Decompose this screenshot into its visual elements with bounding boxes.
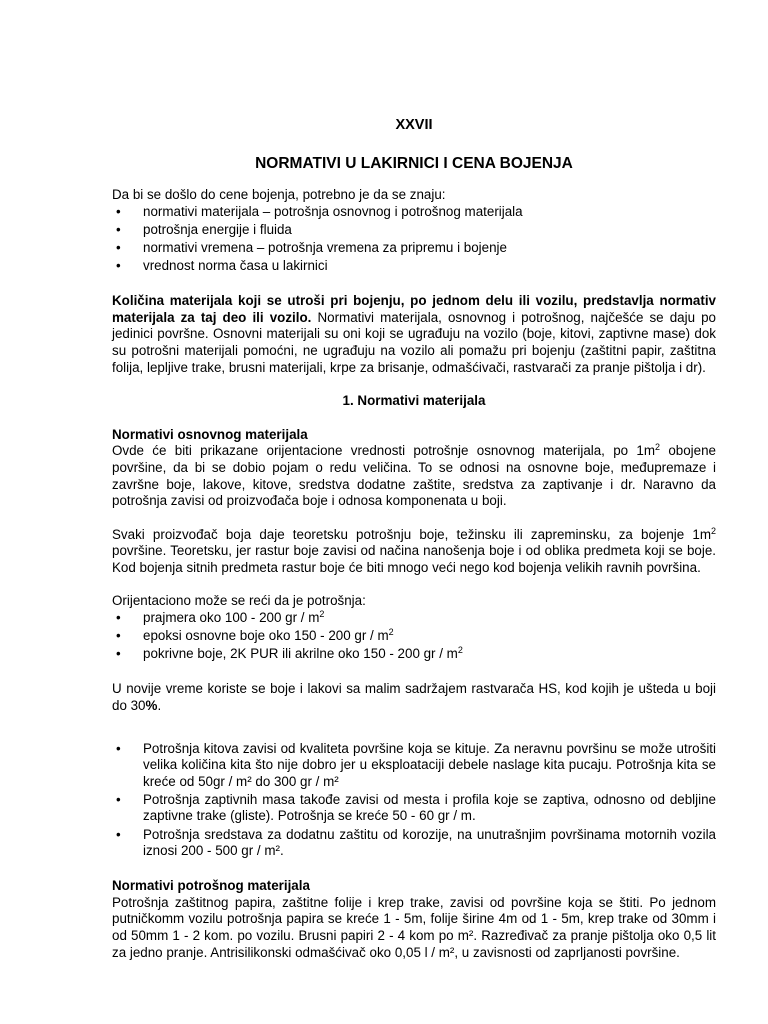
consumption-list (112, 610, 716, 663)
bullet-icon: • (116, 221, 121, 237)
list-item: • Potrošnja zaptivnih masa takođe zavisi od mesta i profila koje se zaptiva, odnosno od debljine zaptivne trake (gliste). Potrošnja se kreće 50 - 60 gr / m. (116, 791, 716, 824)
bullet-icon: • (116, 628, 121, 644)
bullet-icon: • (116, 203, 121, 219)
intro-paragraph: Da bi se došlo do cene bojenja, potrebno je da se znaju: (112, 187, 446, 203)
list-item: • epoksi osnovne boje oko 150 - 200 gr / $m^2$ (116, 627, 394, 644)
material-quantity-definition: Količina materijala koji se utroši pri bojenju, po jednom delu ili vozilu, predstavlja normativ materijala za taj deo ili vozilo. (112, 293, 716, 325)
list-item: • prajmera oko 100 - 200 gr / $m^2$ (116, 609, 325, 626)
consumable-materials-paragraph: Potrošnja zaštitnog papira, zaštitne folije i krep trake, zavisi od površine koja se štiti. Po jednom putničkomm vozilu potrošnja papira se kreće 1 - 5m, folije širine 4m od 1 - 5m, krep trake od 30mm i od 50mm 1 - 2 kom. po vozilu. Brusni papiri 2 - 4 kom po m². Razređivač za pranje pištolja oko 0,5 lit za jedno pranje. Antrisilikonski odmašćivač oko 0,05 l / m², u zavisnosti od zaprljanosti površine. (112, 894, 716, 960)
bullet-icon: • (116, 610, 121, 626)
list-item: • vrednost norma časa u lakirnici (116, 258, 328, 274)
bullet-icon: • (116, 239, 121, 255)
list-item: • normativi vremena – potrošnja vremena za pripremu i bojenje (116, 239, 507, 255)
document-title: NORMATIVI U LAKIRNICI I CENA BOJENJA (255, 154, 573, 172)
detail-list (112, 741, 716, 860)
theoretical-consumption-paragraph: Svaki proizvođač boja daje teoretsku potrošnju boje, težinsku ili zapreminsku, za bojenje $1m^2$ površine. Teoretsku, jer rastur boje zavisi od načina nanošenja boje i od oblika predmeta koji se boje. Kod bojenja sitnih predmeta rastur boje će biti mnogo veći nego kod bojenja velikih ravnih površina. (112, 525, 716, 575)
subheading-consumable-materials: Normativi potrošnog materijala (112, 878, 310, 894)
bullet-icon: • (116, 646, 121, 662)
section-heading-1: 1. Normativi materijala (342, 393, 486, 409)
list-item: • Potrošnja sredstava za dodatnu zaštitu od korozije, na unutrašnjim površinama motornih vozila iznosi 200 - 500 gr / m². (116, 826, 716, 859)
basic-materials-paragraph: Ovde će biti prikazane orijentacione vrednosti potrošnje osnovnog materijala, po $1m^2$ obojene površine, da bi se dobio pojam o redu veličina. To se odnosi na osnovne boje, međupremaze i završne boje, lakove, kitove, sredstva dodatne zaštite, sredstva za zaptivanje i dr. Naravno da potrošnja zavisi od proizvođača boje i odnosa komponenata u boji. (112, 442, 716, 509)
list-item: • Potrošnja kitova zavisi od kvaliteta površine koja se kituje. Za neravnu površinu se može utrošiti velika količina kita što nije dobro jer u eksploataciji debele naslage kita pucaju. Potrošnja kita se kreće od 50gr / m² do 300 gr / m² (116, 740, 716, 789)
hs-paint-paragraph: U novije vreme koriste se boje i lakovi sa malim sadržajem rastvarača HS, kod kojih je ušteda u boji do 30%. (112, 681, 716, 713)
list-item: • potrošnja energije i fluida (116, 221, 292, 237)
bullet-icon: • (116, 791, 121, 807)
document-body (112, 117, 716, 961)
intro-list (112, 204, 716, 275)
bullet-icon: • (116, 258, 121, 274)
material-quantity-paragraph: Količina materijala koji se utroši pri bojenju, po jednom delu ili vozilu, predstavlja normativ materijala za taj deo ili vozilo. Normativi materijala, osnovnog i potrošnog, najčešće se daju po jedinici površne. Osnovni materijali su oni koji se ugrađuju na vozilo (boje, kitovi, zaptivne mase) dok su potrošni materijali pomoćni, ne ugrađuju na vozilo ali pomažu pri bojenju (zaštitni papir, zaštitna folija, lepljive trake, brusni materijali, krpe za brisanje, odmašćivači, rastvarači za pranje pištolja i dr). (112, 293, 717, 375)
orientation-paragraph: Orijentaciono može se reći da je potrošnja: (112, 593, 366, 609)
list-item: • normativi materijala – potrošnja osnovnog i potrošnog materijala (116, 203, 523, 219)
subheading-basic-materials: Normativi osnovnog materijala (112, 426, 308, 442)
chapter-number: XXVII (395, 117, 433, 133)
list-item: • pokrivne boje, 2K PUR ili akrilne oko 150 - 200 gr / $m^2$ (116, 645, 463, 662)
bullet-icon: • (116, 740, 121, 756)
bullet-icon: • (116, 826, 121, 842)
